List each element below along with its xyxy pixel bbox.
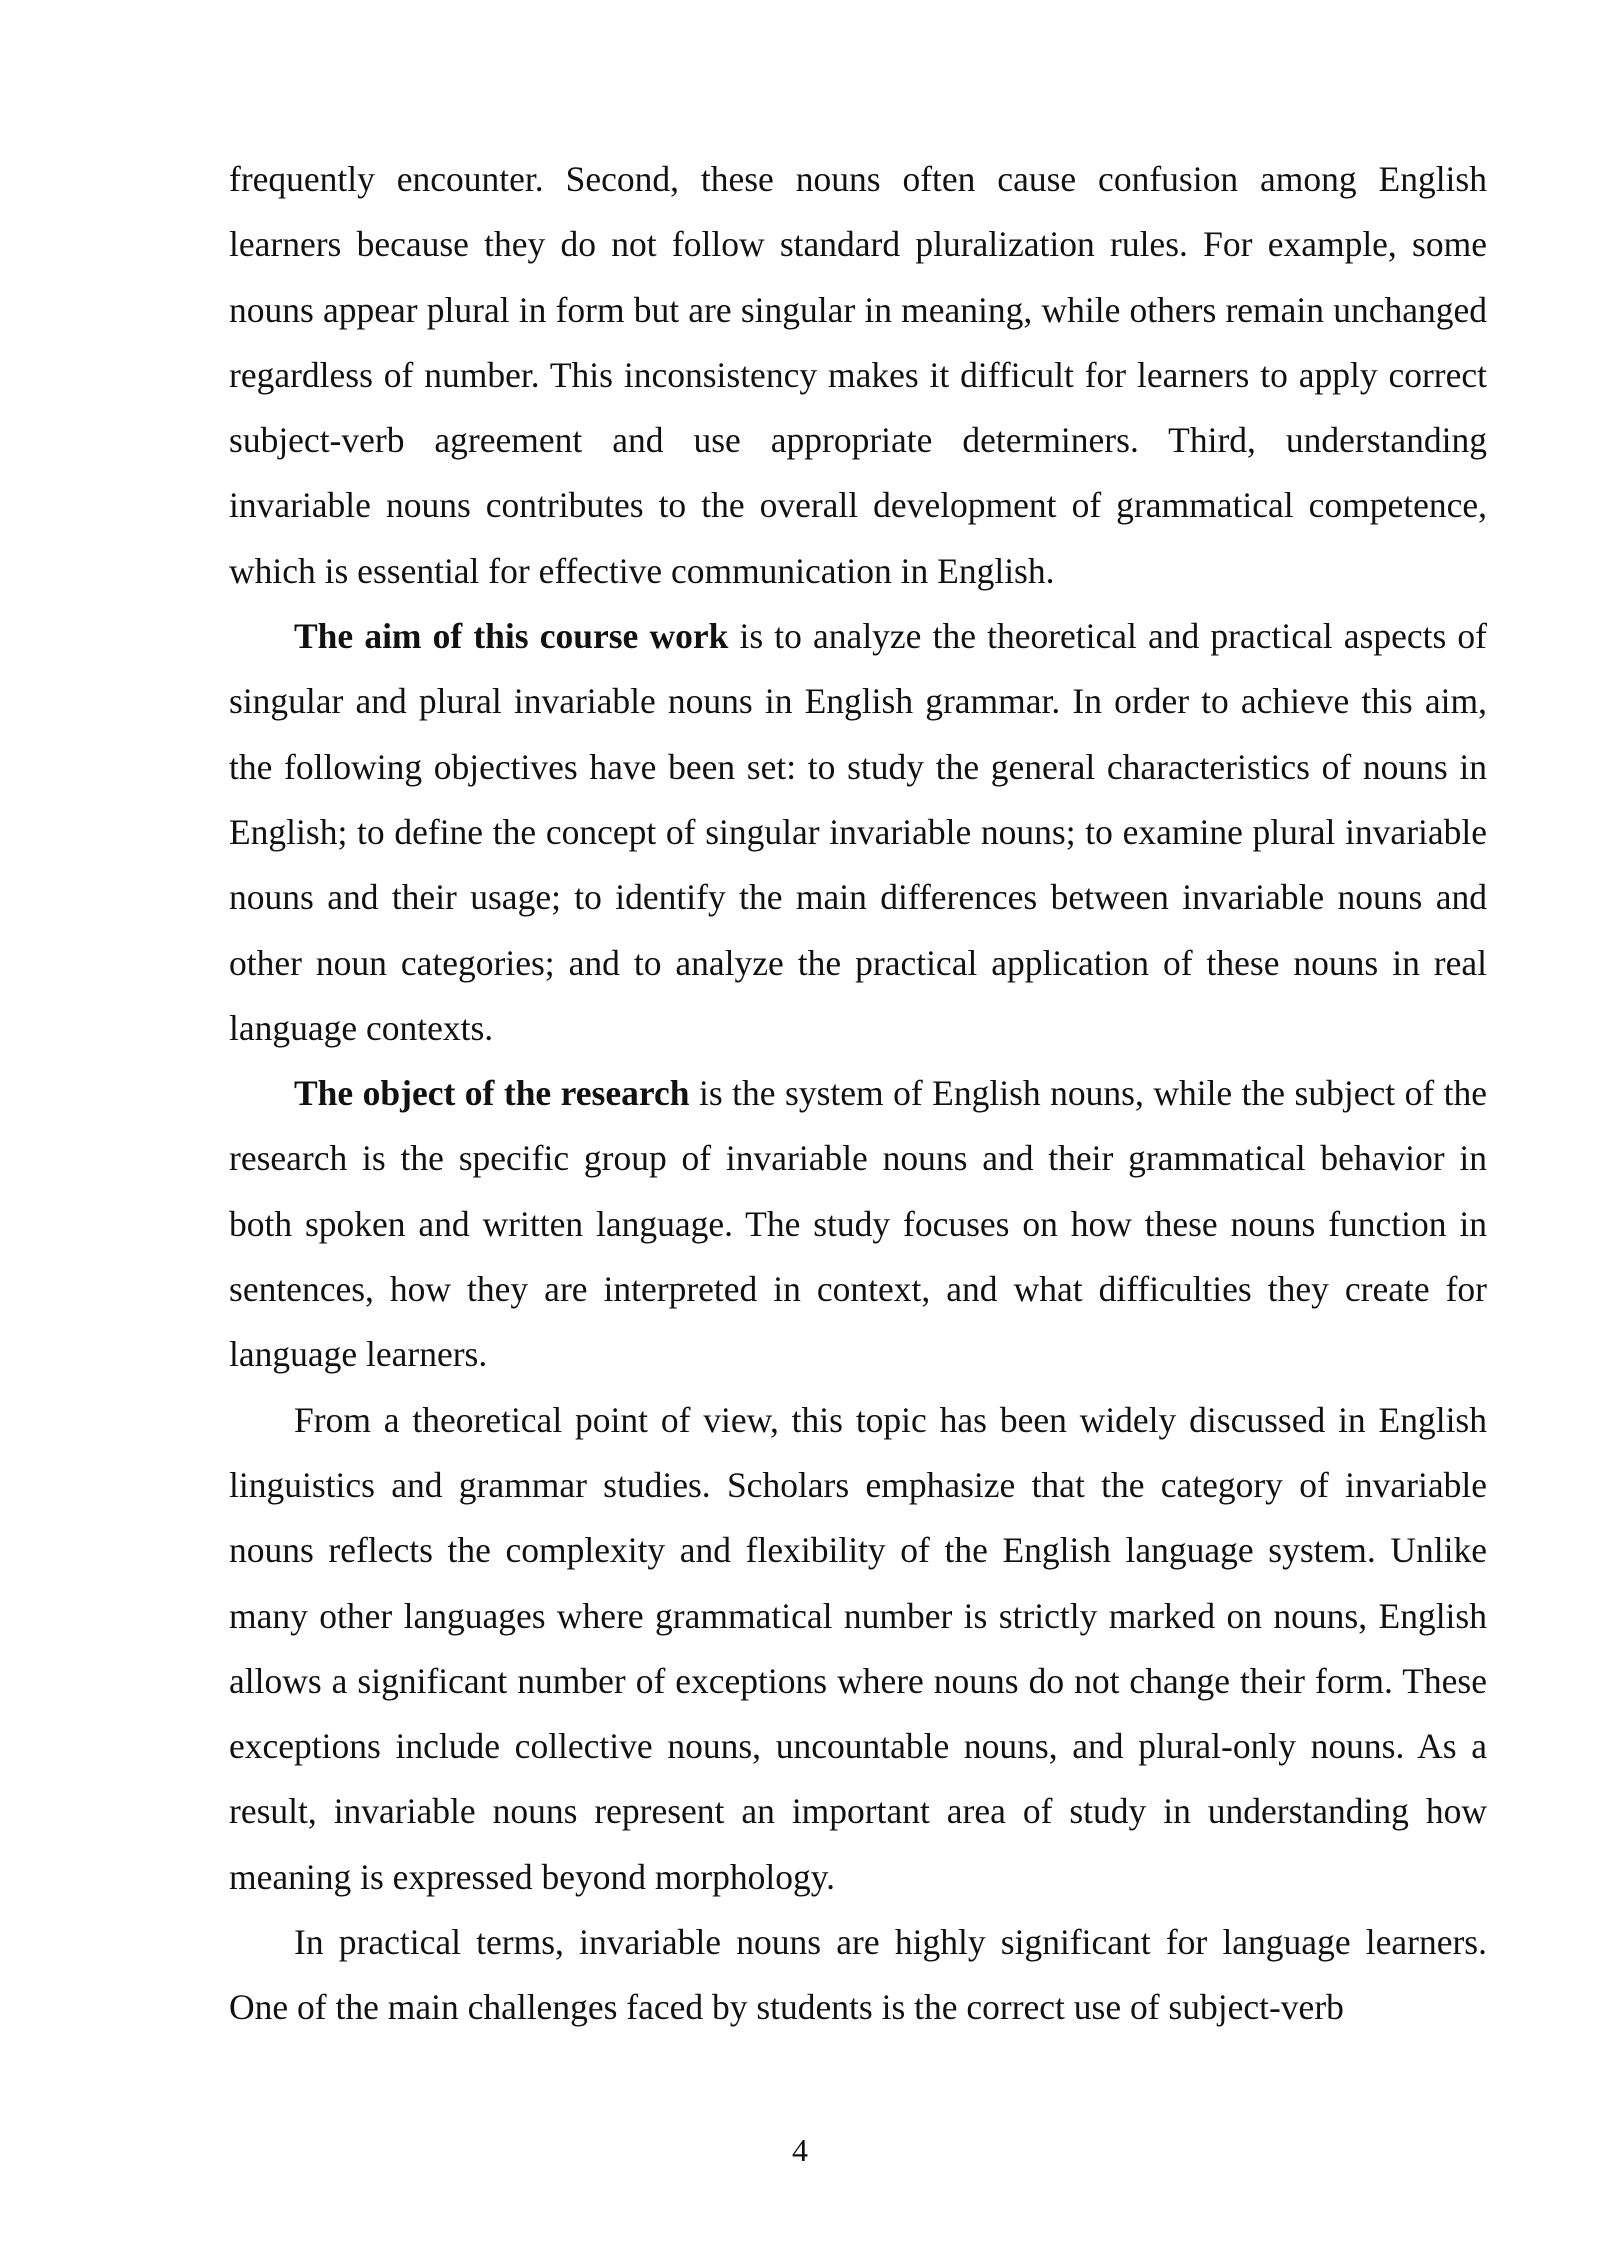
paragraph-object [229, 1061, 1487, 1387]
paragraph-theoretical [229, 1388, 1487, 1910]
paragraph-practical [229, 1910, 1487, 2041]
paragraph-text: is to analyze the theoretical and practical aspects of singular and plural invariable nouns in English grammar. In order to achieve this aim, the following objectives have been set: to study the general characteristics of nouns in English; to define the concept of singular invariable nouns; to examine plural invariable nouns and their usage; to identify the main differences between invariable nouns and other noun categories; and to analyze the practical application of these nouns in real language contexts. [229, 616, 1487, 1048]
paragraph-text: In practical terms, invariable nouns are highly significant for language learners. One of the main challenges faced by students is the correct use of subject-verb [229, 1922, 1487, 2028]
page-number: 4 [792, 2132, 808, 2168]
paragraph-lead-bold: The object of the research [294, 1073, 690, 1114]
paragraph-continuation [229, 147, 1487, 604]
paragraph-text: is the system of English nouns, while the subject of the research is the specific group of invariable nouns and their grammatical behavior in both spoken and written language. The study focuses on how these nouns function in sentences, how they are interpreted in context, and what difficulties they create for language learners. [229, 1073, 1488, 1375]
document-body [229, 147, 1487, 2041]
paragraph-text: frequently encounter. Second, these nouns often cause confusion among English learners because they do not follow standard pluralization rules. For example, some nouns appear plural in form but are singular in meaning, while others remain unchanged regardless of number. This inconsistency makes it difficult for learners to apply correct subject-verb agreement and use appropriate determiners. Third, understanding invariable nouns contributes to the overall development of grammatical competence, which is essential for effective communication in English. [229, 159, 1487, 591]
paragraph-text: From a theoretical point of view, this topic has been widely discussed in English linguistics and grammar studies. Scholars emphasize that the category of invariable nouns reflects the complexity and flexibility of the English language system. Unlike many other languages where grammatical number is strictly marked on nouns, English allows a significant number of exceptions where nouns do not change their form. These exceptions include collective nouns, uncountable nouns, and plural-only nouns. As a result, invariable nouns represent an important area of study in understanding how meaning is expressed beyond morphology. [229, 1399, 1487, 1897]
paragraph-lead-bold: The aim of this course work [294, 616, 729, 657]
paragraph-aim [229, 604, 1487, 1061]
